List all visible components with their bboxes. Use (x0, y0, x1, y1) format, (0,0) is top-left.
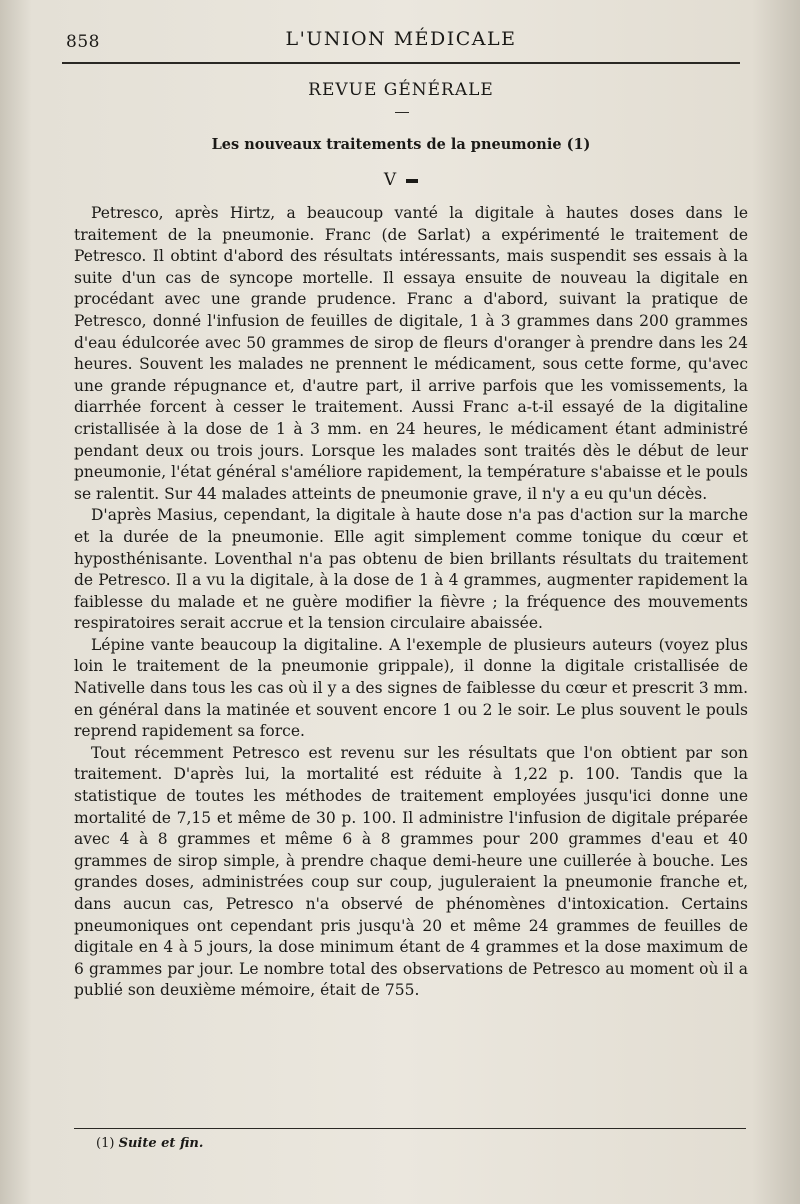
footnote-rule (74, 1128, 746, 1129)
paragraph-1: Petresco, après Hirtz, a beaucoup vanté la digitale à hautes doses dans le traitement de la pneumonie. Franc (de Sarlat) a expérimenté le traitement de Petresco. Il obtint d'abord des résultats intéressants, mais suspendit ses essais à la suite d'un cas de syncope mortelle. Il essaya ensuite de nouveau la digitale en procédant avec une grande prudence. Franc a d'abord, suivant la pratique de Petresco, donné l'infusion de feuilles de digitale, 1 à 3 grammes dans 200 grammes d'eau édulcorée avec 50 grammes de sirop de fleurs d'oranger à prendre dans les 24 heures. Souvent les malades ne prennent le médicament, sous cette forme, qu'avec une grande répugnance et, d'autre part, il arrive parfois que les vomissements, la diarrhée forcent à cesser le traitement. Aussi Franc a-t-il essayé de la digitaline cristallisée à la dose de 1 à 3 mm. en 24 heures, le médicament étant administré pendant deux ou trois jours. Lorsque les malades sont traités dès le début de leur pneumonie, l'état général s'améliore rapidement, la température s'abaisse et le pouls se ralentit. Sur 44 malades atteints de pneumonie grave, il n'y a eu qu'un décès. (74, 204, 748, 503)
footnote (96, 1136, 203, 1151)
title-dash (395, 112, 409, 113)
article-title: Les nouveaux traitements de la pneumonie (1) (211, 136, 591, 153)
paragraph-4: Tout récemment Petresco est revenu sur les résultats que l'on obtient par son traitement. D'après lui, la mortalité est réduite à 1,22 p. 100. Tandis que la statistique de toutes les méthodes de traitement employées jusqu'ici donne une mortalité de 7,15 et même de 30 p. 100. Il administre l'infusion de digitale préparée avec 4 à 8 grammes et même 6 à 8 grammes pour 200 grammes d'eau et 40 grammes de sirop simple, à prendre chaque demi-heure une cuillerée à bouche. Les grandes doses, administrées coup sur coup, juguleraient la pneumonie franche et, dans aucun cas, Petresco n'a observé de phénomènes d'intoxication. Certains pneumoniques ont cependant pris jusqu'à 20 et même 24 grammes de feuilles de digitale en 4 à 5 jours, la dose minimum étant de 4 grammes et la dose maximum de 6 grammes par jour. Le nombre total des observations de Petresco au moment où il a publié son deuxième mémoire, était de 755. (74, 743, 748, 1000)
section-title: REVUE GÉNÉRALE (308, 80, 494, 100)
page-number: 858 (66, 32, 100, 52)
part-dash (406, 179, 418, 183)
header-rule (62, 62, 740, 64)
article-body (74, 203, 748, 1002)
running-head (62, 28, 740, 54)
journal-title: L'UNION MÉDICALE (285, 28, 517, 50)
part-number: V (383, 170, 397, 190)
paragraph-2: D'après Masius, cependant, la digitale à haute dose n'a pas d'action sur la marche et la durée de la pneumonie. Elle agit simplement comme tonique du cœur et hyposthénisante. Loventhal n'a pas obtenu de bien brillants résultats du traitement de Petresco. Il a vu la digitale, à la dose de 1 à 4 grammes, augmenter rapidement la faiblesse du malade et ne guère modifier la fièvre ; la fréquence des mouvements respiratoires serait accrue et la tension circulaire abaissée. (74, 506, 748, 633)
paragraph-3: Lépine vante beaucoup la digitaline. A l'exemple de plusieurs auteurs (voyez plus loin le traitement de la pneumonie grippale), il donne la digitale cristallisée de Nativelle dans tous les cas où il y a des signes de faiblesse du cœur et prescrit 3 mm. en général dans la matinée et souvent encore 1 ou 2 le soir. Le plus souvent le pouls reprend rapidement sa force. (74, 635, 748, 741)
footnote-marker: (1) (96, 1136, 115, 1151)
part-heading (62, 170, 740, 190)
footnote-text: Suite et fin. (118, 1136, 204, 1151)
